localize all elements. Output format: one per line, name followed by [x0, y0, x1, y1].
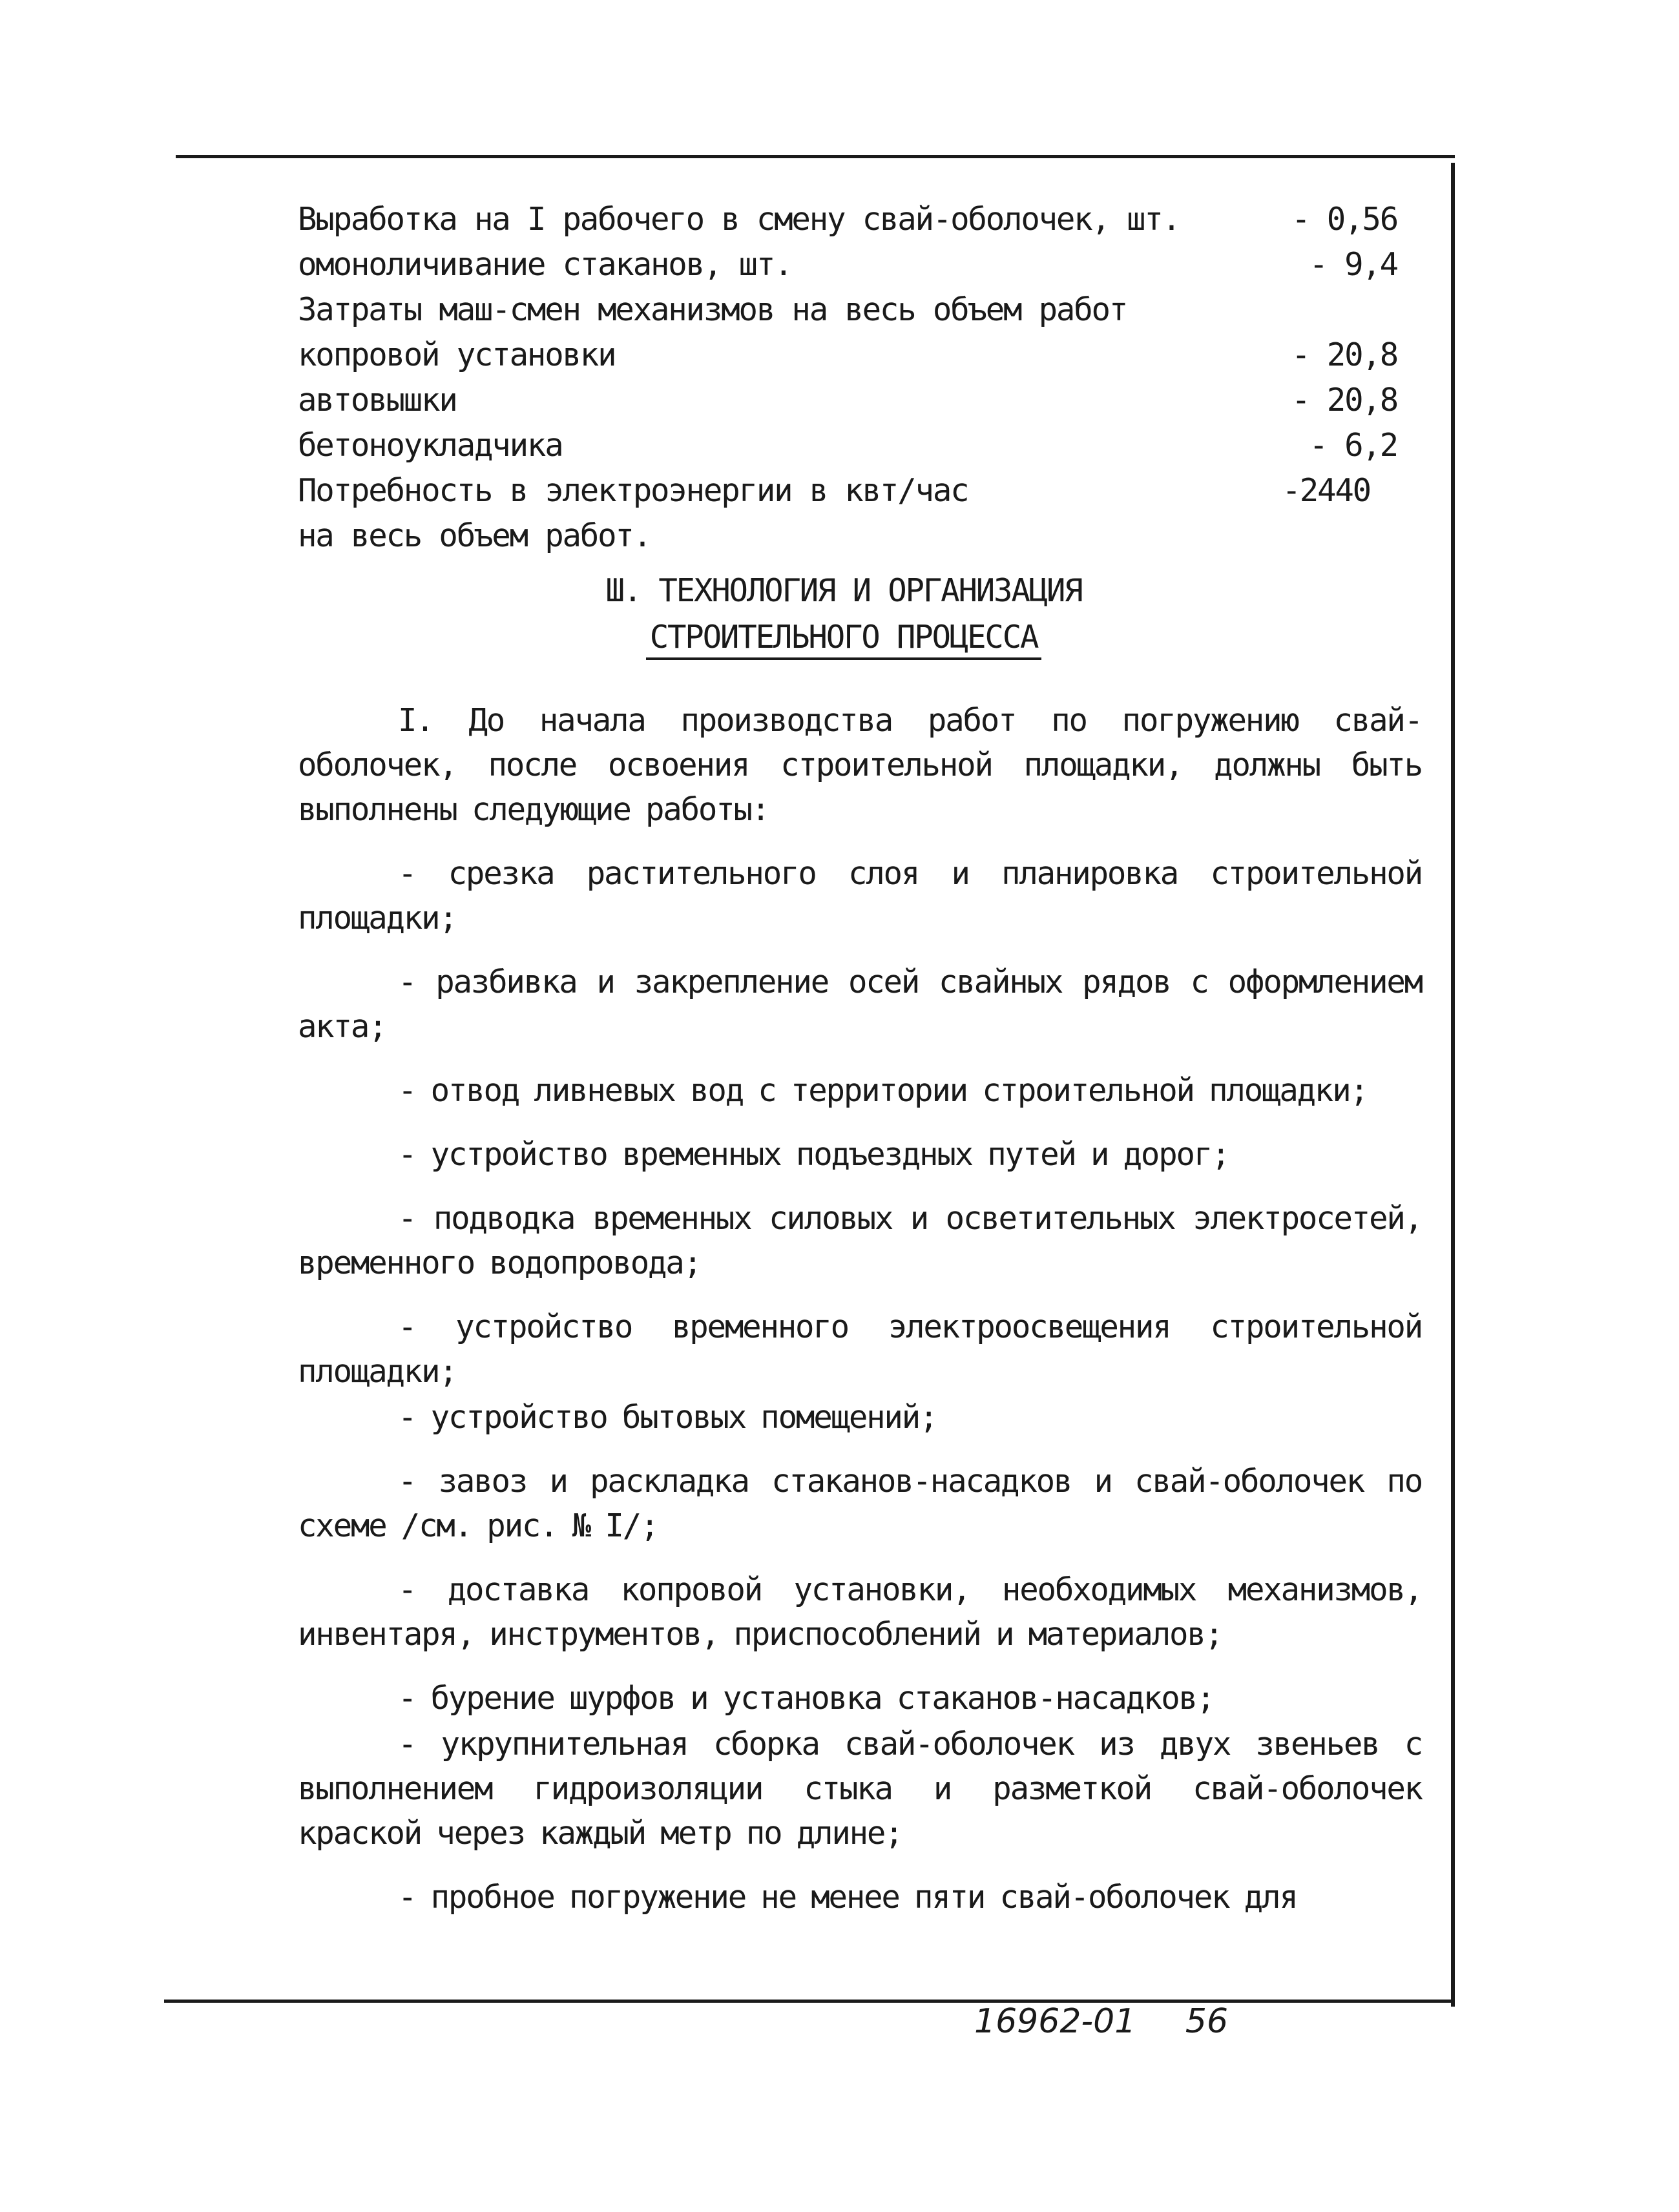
page-footer	[974, 2002, 1228, 2041]
indicator-label: Выработка на I рабочего в смену свай-оболочек, шт.	[298, 201, 1180, 238]
document-body	[298, 197, 1422, 1919]
indicator-value: - 20,8	[1291, 382, 1397, 419]
page-frame-top-line	[176, 155, 1455, 158]
indicators-list	[298, 197, 1422, 559]
indicator-label: Потребность в электроэнергии в квт/час	[298, 472, 968, 509]
indicator-row	[298, 197, 1422, 242]
list-item: - устройство временных подъездных путей и дорог;	[398, 1136, 1229, 1173]
list-item: - отвод ливневых вод с территории строительной площадки;	[398, 1072, 1368, 1109]
indicator-label: омоноличивание стаканов, шт.	[298, 246, 792, 283]
indicator-value: - 0,56	[1291, 201, 1397, 238]
indicator-label: автовышки	[298, 382, 457, 419]
page-frame-right-line	[1451, 163, 1455, 2007]
list-item: - бурение шурфов и установка стаканов-насадков;	[398, 1680, 1215, 1717]
indicator-row	[298, 242, 1422, 287]
list-item: - разбивка и закрепление осей свайных рядов с оформлением акта;	[298, 964, 1422, 1045]
indicator-value: -2440	[1282, 472, 1370, 509]
indicator-row	[298, 423, 1422, 468]
list-item: - срезка растительного слоя и планировка строительной площадки;	[298, 855, 1422, 936]
list-item: - укрупнительная сборка свай-оболочек из двух звеньев с выполнением гидроизоляции стыка и разметкой свай-оболочек краской через каждый метр по длине;	[298, 1726, 1422, 1852]
indicator-row	[298, 287, 1422, 333]
list-item: - устройство временного электроосвещения строительной площадки;	[298, 1308, 1422, 1390]
indicator-value: - 9,4	[1309, 246, 1397, 283]
list-item: - доставка копровой установки, необходимых механизмов, инвентаря, инструментов, приспособлений и материалов;	[298, 1571, 1422, 1653]
list-item: - подводка временных силовых и осветительных электросетей, временного водопровода;	[298, 1200, 1422, 1281]
section-heading	[298, 568, 1422, 661]
list-item: - устройство бытовых помещений;	[398, 1399, 937, 1436]
indicator-row	[298, 333, 1422, 378]
section-title-line1: Ш. ТЕХНОЛОГИЯ И ОРГАНИЗАЦИЯ	[605, 572, 1082, 609]
indicator-label: бетоноукладчика	[298, 427, 563, 464]
list-item: - пробное погружение не менее пяти свай-оболочек для	[398, 1879, 1297, 1916]
document-number: 16962-01	[974, 2002, 1136, 2041]
intro-paragraph: I. До начала производства работ по погружению свай-оболочек, после освоения строительной площадки, должны быть выполнены следующие работы:	[298, 702, 1422, 828]
indicator-label: на весь объем работ.	[298, 517, 651, 554]
page-frame-bottom-line	[164, 2000, 1455, 2003]
indicator-row	[298, 378, 1422, 423]
page-number: 56	[1185, 2002, 1229, 2041]
indicator-row	[298, 513, 1422, 559]
section-title-line2: СТРОИТЕЛЬНОГО ПРОЦЕССА	[646, 617, 1042, 660]
indicator-value: - 20,8	[1291, 336, 1397, 373]
indicator-row	[298, 468, 1422, 513]
list-item: - завоз и раскладка стаканов-насадков и свай-оболочек по схеме /см. рис. № I/;	[298, 1463, 1422, 1544]
indicator-label: копровой установки	[298, 336, 616, 373]
indicator-label: Затраты маш-смен механизмов на весь объем работ	[298, 291, 1127, 328]
indicator-value: - 6,2	[1309, 427, 1397, 464]
